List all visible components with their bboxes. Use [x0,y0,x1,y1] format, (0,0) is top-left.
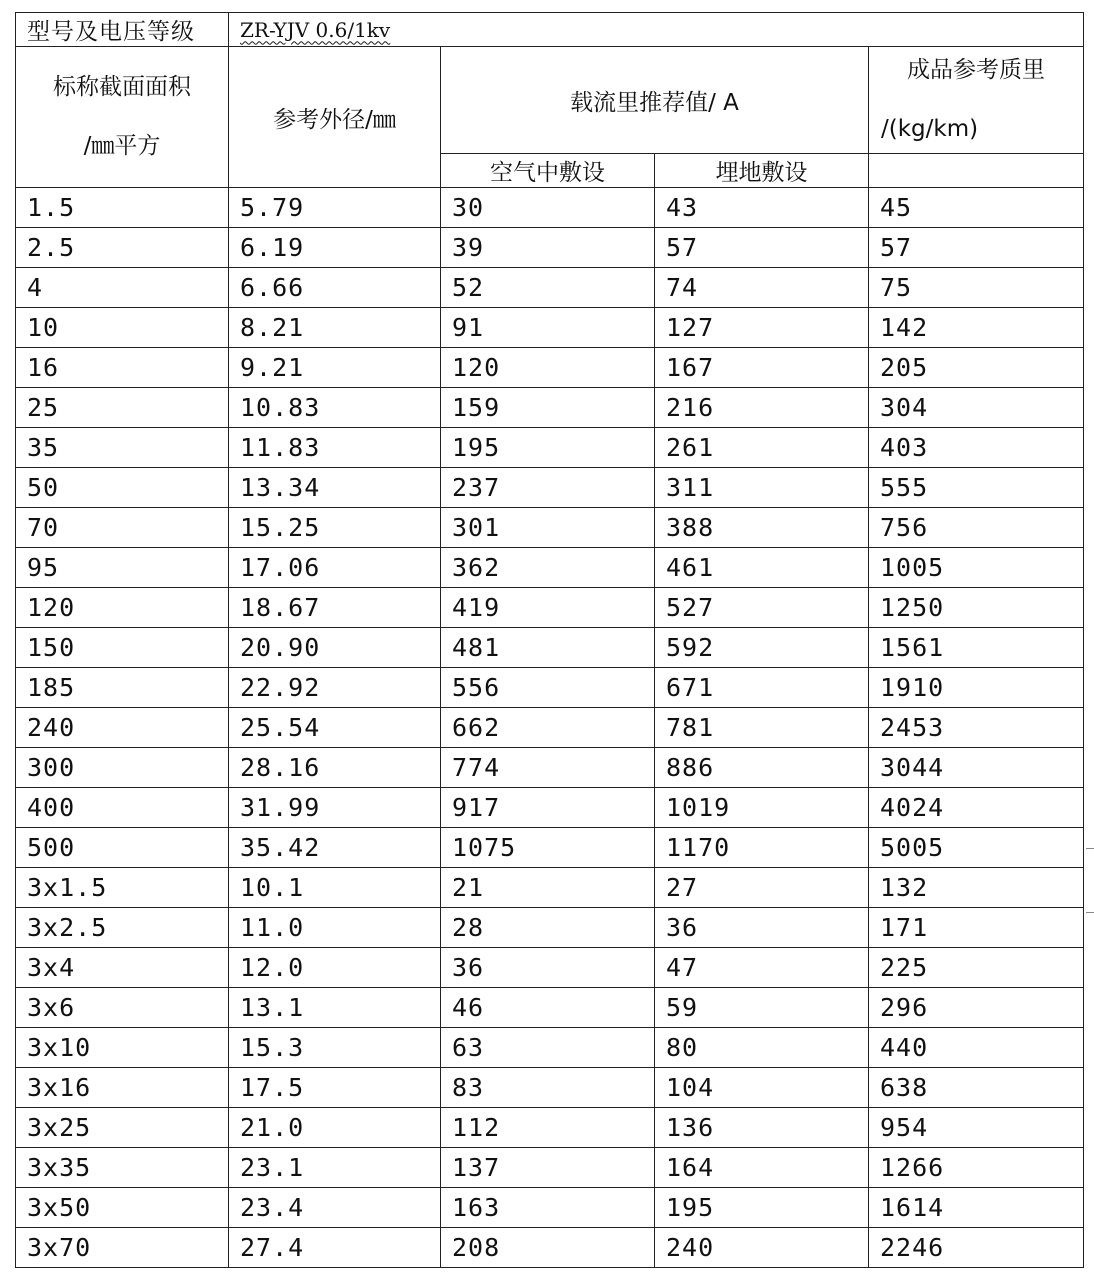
section-cell: 3x25 [16,1108,229,1148]
weight-cell: 142 [869,308,1084,348]
table-row [16,308,1084,348]
section-cell: 3x2.5 [16,908,229,948]
ampacity-ground-cell: 240 [655,1228,869,1268]
ampacity-ground-cell: 57 [655,228,869,268]
ampacity-ground-header [655,154,869,188]
cable-spec-table [15,12,1084,1268]
weight-cell: 3044 [869,748,1084,788]
weight-cell: 132 [869,868,1084,908]
weight-subheader-empty [869,154,1084,188]
section-cell: 50 [16,468,229,508]
page-edge-mark [1086,912,1094,913]
section-cell: 35 [16,428,229,468]
diameter-cell: 11.0 [229,908,441,948]
ampacity-air-cell: 21 [441,868,655,908]
diameter-cell: 6.66 [229,268,441,308]
ampacity-air-cell: 120 [441,348,655,388]
weight-cell: 205 [869,348,1084,388]
ampacity-ground-cell: 47 [655,948,869,988]
ampacity-ground-cell: 167 [655,348,869,388]
diameter-cell: 13.34 [229,468,441,508]
ampacity-ground-cell: 74 [655,268,869,308]
ampacity-ground-label: 埋地敷设 [715,160,808,186]
model-row [16,13,1084,47]
weight-cell: 1250 [869,588,1084,628]
ampacity-ground-cell: 592 [655,628,869,668]
ampacity-air-cell: 208 [441,1228,655,1268]
table-row [16,788,1084,828]
section-cell: 1.5 [16,188,229,228]
weight-cell: 57 [869,228,1084,268]
diameter-cell: 18.67 [229,588,441,628]
ampacity-air-cell: 237 [441,468,655,508]
ampacity-air-cell: 52 [441,268,655,308]
table-row [16,708,1084,748]
table-row [16,908,1084,948]
weight-header-line2: /(kg/km) [881,116,979,142]
weight-cell: 2453 [869,708,1084,748]
table-row [16,508,1084,548]
table-row [16,1068,1084,1108]
model-label-cell [16,13,229,47]
table-row [16,988,1084,1028]
diameter-cell: 31.99 [229,788,441,828]
table-row [16,1228,1084,1268]
weight-cell: 225 [869,948,1084,988]
diameter-cell: 23.4 [229,1188,441,1228]
diameter-cell: 15.3 [229,1028,441,1068]
table-row [16,748,1084,788]
ampacity-air-label: 空气中敷设 [490,160,605,186]
ampacity-ground-cell: 43 [655,188,869,228]
section-cell: 3x70 [16,1228,229,1268]
section-cell: 3x35 [16,1148,229,1188]
ampacity-ground-cell: 36 [655,908,869,948]
ampacity-ground-cell: 461 [655,548,869,588]
diameter-cell: 11.83 [229,428,441,468]
ampacity-ground-cell: 1019 [655,788,869,828]
table-row [16,1148,1084,1188]
diameter-header-label: 参考外径/㎜ [273,106,396,133]
ampacity-air-cell: 39 [441,228,655,268]
ampacity-air-cell: 163 [441,1188,655,1228]
table-row [16,588,1084,628]
section-cell: 400 [16,788,229,828]
section-cell: 185 [16,668,229,708]
ampacity-ground-cell: 164 [655,1148,869,1188]
diameter-cell: 9.21 [229,348,441,388]
page-edge-mark [1086,848,1094,849]
weight-cell: 2246 [869,1228,1084,1268]
section-cell: 3x1.5 [16,868,229,908]
table-row [16,388,1084,428]
ampacity-ground-cell: 80 [655,1028,869,1068]
table-row [16,268,1084,308]
ampacity-ground-cell: 261 [655,428,869,468]
section-header-line1: 标称截面面积 [53,74,191,100]
weight-cell: 4024 [869,788,1084,828]
diameter-cell: 21.0 [229,1108,441,1148]
section-cell: 70 [16,508,229,548]
ampacity-air-cell: 63 [441,1028,655,1068]
weight-cell: 756 [869,508,1084,548]
diameter-cell: 17.5 [229,1068,441,1108]
section-header [16,47,229,188]
weight-cell: 304 [869,388,1084,428]
diameter-cell: 10.83 [229,388,441,428]
weight-cell: 1005 [869,548,1084,588]
table-row [16,1108,1084,1148]
weight-cell: 638 [869,1068,1084,1108]
table-row [16,948,1084,988]
ampacity-air-cell: 28 [441,908,655,948]
weight-cell: 1614 [869,1188,1084,1228]
diameter-cell: 8.21 [229,308,441,348]
ampacity-air-cell: 362 [441,548,655,588]
ampacity-ground-cell: 388 [655,508,869,548]
weight-cell: 1266 [869,1148,1084,1188]
ampacity-air-cell: 46 [441,988,655,1028]
section-cell: 3x6 [16,988,229,1028]
section-header-line2: /㎜平方 [83,133,161,159]
weight-cell: 45 [869,188,1084,228]
ampacity-ground-cell: 59 [655,988,869,1028]
model-label: 型号及电压等级 [27,19,195,45]
table-row [16,188,1084,228]
ampacity-ground-cell: 195 [655,1188,869,1228]
diameter-cell: 12.0 [229,948,441,988]
weight-header [869,47,1084,154]
table-row [16,468,1084,508]
weight-cell: 440 [869,1028,1084,1068]
table-row [16,548,1084,588]
ampacity-ground-cell: 216 [655,388,869,428]
ampacity-ground-cell: 27 [655,868,869,908]
section-cell: 3x4 [16,948,229,988]
diameter-cell: 28.16 [229,748,441,788]
table-row [16,348,1084,388]
ampacity-ground-cell: 136 [655,1108,869,1148]
header-row-1 [16,47,1084,154]
diameter-cell: 25.54 [229,708,441,748]
table-row [16,428,1084,468]
weight-cell: 171 [869,908,1084,948]
section-cell: 4 [16,268,229,308]
diameter-cell: 6.19 [229,228,441,268]
section-cell: 150 [16,628,229,668]
table-row [16,1028,1084,1068]
weight-cell: 75 [869,268,1084,308]
diameter-cell: 13.1 [229,988,441,1028]
section-cell: 3x10 [16,1028,229,1068]
diameter-cell: 20.90 [229,628,441,668]
weight-cell: 1561 [869,628,1084,668]
ampacity-air-cell: 774 [441,748,655,788]
diameter-cell: 10.1 [229,868,441,908]
ampacity-ground-cell: 127 [655,308,869,348]
ampacity-header-label: 载流里推荐值/ A [570,89,739,116]
section-cell: 16 [16,348,229,388]
weight-cell: 403 [869,428,1084,468]
section-cell: 3x50 [16,1188,229,1228]
table-row [16,228,1084,268]
diameter-header [229,47,441,188]
model-value-cell [229,13,1084,47]
ampacity-header [441,47,869,154]
ampacity-air-cell: 917 [441,788,655,828]
diameter-cell: 17.06 [229,548,441,588]
weight-cell: 5005 [869,828,1084,868]
diameter-cell: 22.92 [229,668,441,708]
diameter-cell: 15.25 [229,508,441,548]
ampacity-air-cell: 83 [441,1068,655,1108]
ampacity-ground-cell: 1170 [655,828,869,868]
table-row [16,668,1084,708]
ampacity-ground-cell: 527 [655,588,869,628]
ampacity-ground-cell: 104 [655,1068,869,1108]
section-cell: 25 [16,388,229,428]
ampacity-air-cell: 112 [441,1108,655,1148]
ampacity-air-cell: 195 [441,428,655,468]
ampacity-ground-cell: 311 [655,468,869,508]
section-cell: 240 [16,708,229,748]
ampacity-ground-cell: 781 [655,708,869,748]
diameter-cell: 35.42 [229,828,441,868]
section-cell: 500 [16,828,229,868]
table-row [16,628,1084,668]
ampacity-air-cell: 159 [441,388,655,428]
diameter-cell: 27.4 [229,1228,441,1268]
table-row [16,1188,1084,1228]
table-row [16,828,1084,868]
ampacity-air-cell: 301 [441,508,655,548]
section-cell: 120 [16,588,229,628]
ampacity-air-cell: 30 [441,188,655,228]
ampacity-ground-cell: 886 [655,748,869,788]
ampacity-air-cell: 1075 [441,828,655,868]
ampacity-ground-cell: 671 [655,668,869,708]
weight-cell: 296 [869,988,1084,1028]
section-cell: 2.5 [16,228,229,268]
ampacity-air-header [441,154,655,188]
section-cell: 3x16 [16,1068,229,1108]
section-cell: 10 [16,308,229,348]
weight-cell: 555 [869,468,1084,508]
ampacity-air-cell: 481 [441,628,655,668]
diameter-cell: 23.1 [229,1148,441,1188]
ampacity-air-cell: 137 [441,1148,655,1188]
table-row [16,868,1084,908]
section-cell: 95 [16,548,229,588]
model-value: ZR-YJV 0.6/1kv [240,17,391,42]
weight-cell: 954 [869,1108,1084,1148]
ampacity-air-cell: 556 [441,668,655,708]
weight-cell: 1910 [869,668,1084,708]
ampacity-air-cell: 36 [441,948,655,988]
ampacity-air-cell: 662 [441,708,655,748]
ampacity-air-cell: 91 [441,308,655,348]
weight-header-line1: 成品参考质里 [907,57,1046,83]
ampacity-air-cell: 419 [441,588,655,628]
diameter-cell: 5.79 [229,188,441,228]
section-cell: 300 [16,748,229,788]
